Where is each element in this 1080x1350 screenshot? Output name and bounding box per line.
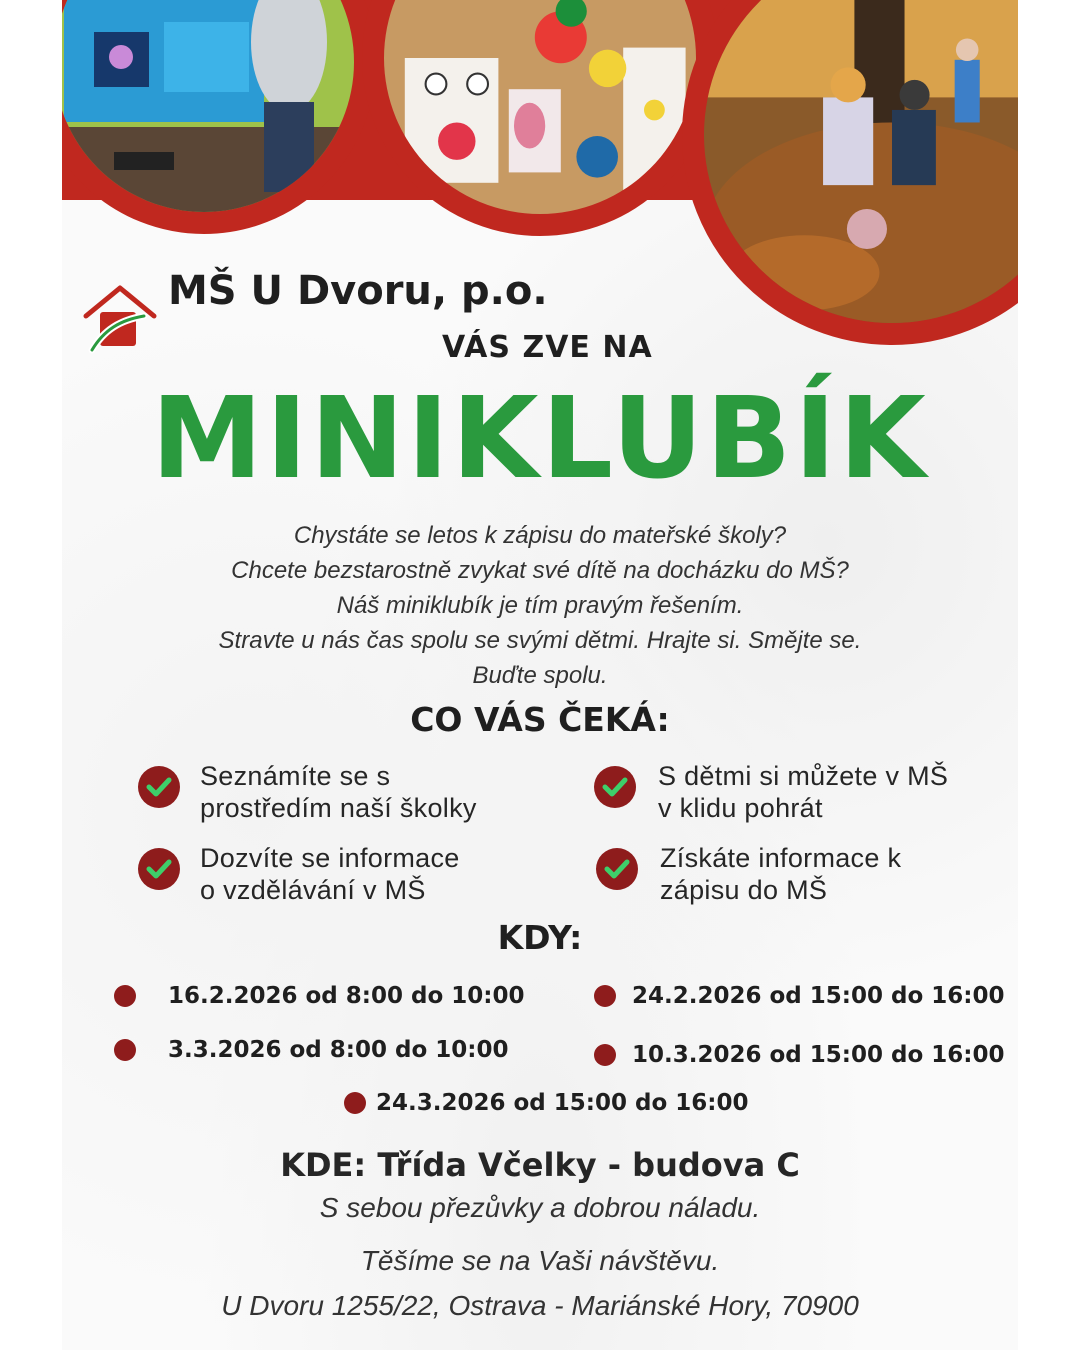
check-icon <box>596 848 638 890</box>
intro-line: Náš miniklubík je tím pravým řešením. <box>336 592 744 619</box>
benefit-line: Seznámíte se s <box>200 761 391 791</box>
benefit-item <box>138 760 538 826</box>
benefit-text <box>200 842 540 906</box>
date-text: 24.2.2026 od 15:00 do 16:00 <box>632 983 1005 1009</box>
benefits-title: CO VÁS ČEKÁ: <box>410 700 670 739</box>
date-text: 16.2.2026 od 8:00 do 10:00 <box>168 983 525 1009</box>
school-name: MŠ U Dvoru, p.o. <box>168 268 548 314</box>
bullet-icon <box>114 1039 136 1061</box>
intro-line: Stravte u nás čas spolu se svými dětmi. Hrajte si. Smějte se. <box>218 627 862 654</box>
intro-line: Chcete bezstarostně zvykat své dítě na docházku do MŠ? <box>231 557 849 584</box>
benefit-item <box>594 760 994 826</box>
intro-text <box>102 518 978 693</box>
benefit-line: v klidu pohrát <box>658 793 823 823</box>
benefit-line: zápisu do MŠ <box>660 875 828 905</box>
address: U Dvoru 1255/22, Ostrava - Mariánské Hory, 70900 <box>221 1290 859 1321</box>
autumn-leaves-photo <box>682 0 1018 345</box>
check-icon <box>138 848 180 890</box>
schedule-title: KDY: <box>497 918 583 957</box>
closing-note: Těšíme se na Vaši návštěvu. <box>360 1245 720 1276</box>
event-title: MINIKLUBÍK <box>151 374 929 504</box>
location-title: KDE: Třída Včelky - budova C <box>280 1146 800 1184</box>
benefit-text <box>658 760 998 824</box>
intro-line: Chystáte se letos k zápisu do mateřské školy? <box>293 522 787 549</box>
date-text: 3.3.2026 od 8:00 do 10:00 <box>168 1037 509 1063</box>
painting-activity-photo <box>362 0 718 236</box>
invite-line: VÁS ZVE NA <box>442 330 653 365</box>
check-icon <box>594 766 636 808</box>
benefit-line: Dozvíte se informace <box>200 843 460 873</box>
school-logo-icon <box>82 282 158 354</box>
benefit-item <box>138 842 538 908</box>
benefit-line: Získáte informace k <box>660 843 902 873</box>
benefit-text <box>200 760 540 824</box>
benefit-item <box>596 842 996 908</box>
check-icon <box>138 766 180 808</box>
intro-line: Buďte spolu. <box>472 662 608 689</box>
date-text: 24.3.2026 od 15:00 do 16:00 <box>376 1090 749 1116</box>
bullet-icon <box>594 1044 616 1066</box>
bullet-icon <box>344 1092 366 1114</box>
benefit-line: prostředím naší školky <box>200 793 477 823</box>
poster <box>62 0 1018 1350</box>
bullet-icon <box>114 985 136 1007</box>
date-text: 10.3.2026 od 15:00 do 16:00 <box>632 1042 1005 1068</box>
benefit-text <box>660 842 1000 906</box>
bring-note: S sebou přezůvky a dobrou náladu. <box>319 1192 761 1223</box>
benefit-line: S dětmi si můžete v MŠ <box>658 761 949 791</box>
bullet-icon <box>594 985 616 1007</box>
benefit-line: o vzdělávání v MŠ <box>200 875 426 905</box>
